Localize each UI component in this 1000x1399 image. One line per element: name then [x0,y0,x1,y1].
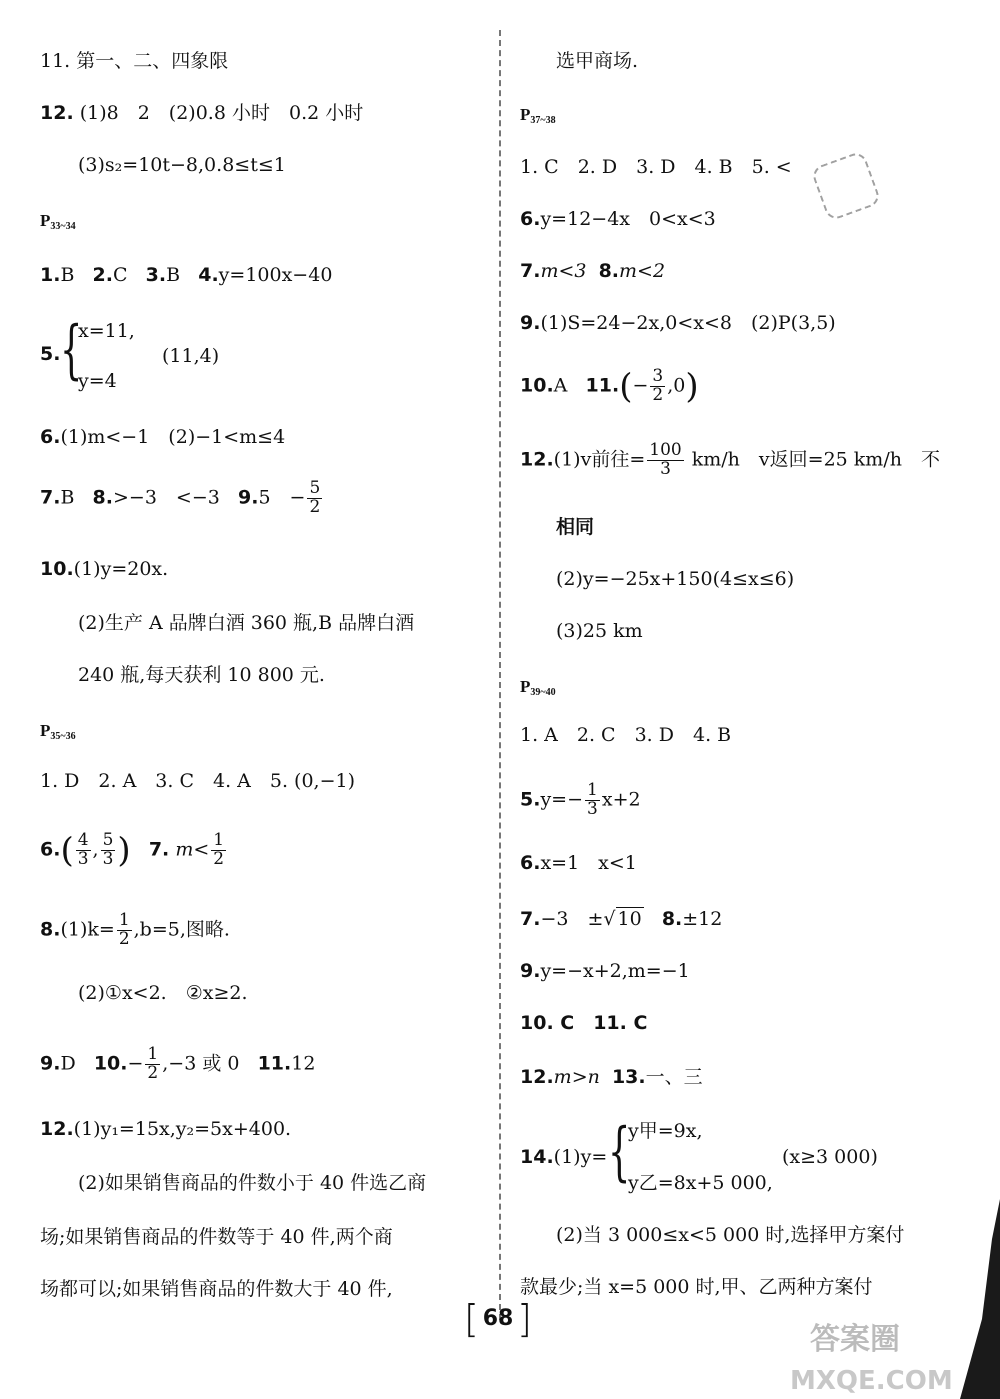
sqrt-icon: √ [603,908,616,930]
answer-line: (2)当 3 000≤x<5 000 时,选择甲方案付 [556,1224,905,1246]
answer-line: 10.(1)y=20x. [40,558,169,580]
answer-line: (2)①x<2. ②x≥2. [78,982,248,1004]
answer-line: 11. 第一、二、四象限 [40,50,229,72]
answer-line: 1.B 2.C 3.B 4.y=100x−40 [40,264,333,286]
answer-line: 8.(1)k= $\frac{1}{2}$ ,b=5,图略. [40,910,230,949]
brace-icon: { [608,1115,631,1189]
brace-icon: { [60,313,83,387]
fraction: $\frac{3}{2}$ [652,366,664,405]
answer-line: 7.m<3 8.m<2 [520,260,666,282]
equation-bottom: y=4 [78,370,117,392]
answer-line: 7.−3 ±√ 10 8.±12 [520,908,723,930]
answer-line: 1. C 2. D 3. D 4. B 5. < [520,156,792,178]
section-header: $P_{37\sim 38}$ [520,105,556,126]
section-header: $P_{39\sim 40}$ [520,677,556,698]
answer-line: 9.y=−x+2,m=−1 [520,960,690,982]
page-number: [ 68 ] [464,1297,532,1341]
answer-line: 选甲商场. [556,50,639,72]
section-header: $P_{33\sim 34}$ [40,211,76,232]
answer-line: 12. (1)8 2 (2)0.8 小时 0.2 小时 [40,102,364,124]
answer-line: 6.x=1 x<1 [520,852,637,874]
answer-line: 场都可以;如果销售商品的件数大于 40 件, [40,1278,393,1300]
answer-line: 7.B 8.>−3 <−3 9.5 − $\frac{5}{2}$ [40,478,321,517]
fraction: $\frac{5}{3}$ [102,830,114,869]
svg-text:MXQE.COM: MXQE.COM [790,1366,953,1396]
answer-line: (2)如果销售商品的件数小于 40 件选乙商 [78,1172,427,1194]
fraction: $\frac{1}{2}$ [147,1044,159,1083]
answer-line: 240 瓶,每天获利 10 800 元. [78,664,325,686]
stamp-icon [810,150,882,222]
answer-line: (3)25 km [556,620,643,642]
answer-line: 12.m>n 13.一、三 [520,1066,703,1088]
fraction: $\frac{1}{2}$ [213,830,225,869]
section-header: $P_{35\sim 36}$ [40,721,76,742]
fraction: $\frac{1}{2}$ [118,910,130,949]
answer-line: 9.(1)S=24−2x,0<x<8 (2)P(3,5) [520,312,836,334]
answer-line: 12.(1)y₁=15x,y₂=5x+400. [40,1118,292,1140]
answer-line: 相同 [556,516,595,538]
condition: (x≥3 000) [782,1146,878,1168]
answer-line: (2)y=−25x+150(4≤x≤6) [556,568,795,590]
svg-text:答案圈: 答案圈 [810,1322,900,1357]
answer-line: 1. A 2. C 3. D 4. B [520,724,732,746]
answer-line: 9.D 10.− $\frac{1}{2}$ ,−3 或 0 11.12 [40,1044,316,1083]
answer-line: 12.(1)v前往= $\frac{100}{3}$ km/h v返回=25 km/h 不 [520,440,940,479]
equation-bottom: y乙=8x+5 000, [628,1172,773,1194]
watermark-logo-icon [770,1199,1000,1399]
point: (11,4) [162,345,220,367]
answer-line: (2)生产 A 品牌白酒 360 瓶,B 品牌白酒 [78,612,415,634]
answer-line: 14.(1)y= [520,1146,608,1168]
column-divider [499,30,501,1320]
fraction: $\frac{5}{2}$ [309,478,321,517]
fraction: $\frac{1}{3}$ [587,780,598,819]
answer-line: 款最少;当 x=5 000 时,甲、乙两种方案付 [520,1276,873,1298]
equation-top: y甲=9x, [628,1120,703,1142]
answer-line: 10. C 11. C [520,1012,648,1034]
question-number: 5. [40,343,61,365]
answer-line: 6.( $\frac{4}{3}$ , $\frac{5}{3}$ ) 7. m< $\frac{1}{2}$ [40,830,225,871]
equation-top: x=11, [78,320,135,342]
answer-line: 10.A 11.(− $\frac{3}{2}$ ,0) [520,366,699,407]
fraction: $\frac{100}{3}$ [649,440,682,479]
answer-line: 场;如果销售商品的件数等于 40 件,两个商 [40,1226,393,1248]
answer-line: 1. D 2. A 3. C 4. A 5. (0,−1) [40,770,356,792]
answer-line: (3)s₂=10t−8,0.8≤t≤1 [78,154,286,176]
fraction: $\frac{4}{3}$ [77,830,89,869]
answer-line: 5.y=− $\frac{1}{3}$ x+2 [520,780,641,819]
answer-line: 6.(1)m<−1 (2)−1<m≤4 [40,426,286,448]
answer-line: 6.y=12−4x 0<x<3 [520,208,716,230]
